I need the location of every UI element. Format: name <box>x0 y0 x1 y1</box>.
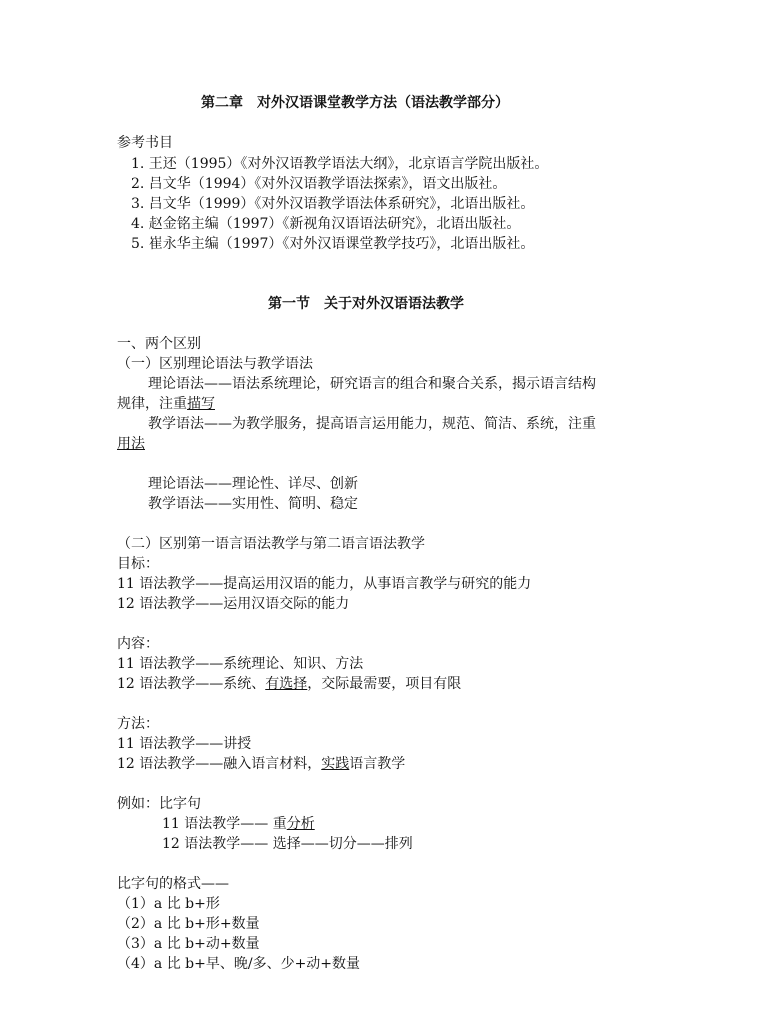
reference-item: 1. 王还（1995）《对外汉语教学语法大纲》，北京语言学院出版社。 <box>131 156 549 172</box>
method2-prefix: 12 语法教学——融入语言材料， <box>117 756 322 772</box>
theory-prefix: 规律，注重 <box>117 396 187 412</box>
content-item <box>117 674 461 694</box>
teaching-grammar-line: 教学语法——为教学服务，提高语言运用能力，规范、简洁、系统，注重 <box>148 416 596 432</box>
section-title: 第一节 关于对外汉语语法教学 <box>268 296 464 312</box>
theory-grammar-line: 理论语法——语法系统理论，研究语言的组合和聚合关系，揭示语言结构 <box>148 376 596 392</box>
method-label: 方法： <box>117 716 159 732</box>
content-item: 11 语法教学——系统理论、知识、方法 <box>117 656 364 672</box>
theory-emphasis: 描写 <box>187 396 215 412</box>
goal-label: 目标： <box>117 556 159 572</box>
reference-item: 2. 吕文华（1994）《对外汉语教学语法探索》，语文出版社。 <box>131 176 507 192</box>
pattern-item: （1）a 比 b+形 <box>117 896 220 912</box>
sub2-heading: （二）区别第一语言语法教学与第二语言语法教学 <box>117 536 425 552</box>
method-item <box>117 754 405 774</box>
reference-item: 3. 吕文华（1999）《对外汉语教学语法体系研究》，北语出版社。 <box>131 196 535 212</box>
theory-grammar-line-cont <box>117 394 215 414</box>
method-item: 11 语法教学——讲授 <box>117 736 252 752</box>
content2-prefix: 12 语法教学——系统、 <box>117 676 266 692</box>
goal-item: 11 语法教学——提高运用汉语的能力，从事语言教学与研究的能力 <box>117 576 532 592</box>
pattern-item: （2）a 比 b+形+数量 <box>117 916 260 932</box>
pattern-item: （4）a 比 b+早、晚/多、少+动+数量 <box>117 956 361 972</box>
pattern-item: （3）a 比 b+动+数量 <box>117 936 260 952</box>
goal-item: 12 语法教学——运用汉语交际的能力 <box>117 596 350 612</box>
example-label: 例如：比字句 <box>117 796 201 812</box>
part1-heading: 一、两个区别 <box>117 336 201 352</box>
reference-item: 4. 赵金铭主编（1997）《新视角汉语语法研究》，北语出版社。 <box>131 216 521 232</box>
content2-emphasis: 有选择 <box>265 676 308 692</box>
summary-theory: 理论语法——理论性、详尽、创新 <box>148 476 358 492</box>
teaching-emphasis: 用法 <box>117 436 145 452</box>
references-heading: 参考书目 <box>117 135 173 151</box>
summary-teaching: 教学语法——实用性、简明、稳定 <box>148 496 358 512</box>
chapter-title: 第二章 对外汉语课堂教学方法（语法教学部分） <box>201 95 509 111</box>
reference-item: 5. 崔永华主编（1997）《对外汉语课堂教学技巧》，北语出版社。 <box>131 236 535 252</box>
example1-prefix: 11 语法教学—— 重 <box>162 816 287 832</box>
teaching-grammar-line-cont <box>117 434 145 454</box>
example1-emphasis: 分析 <box>286 816 315 832</box>
content2-suffix: ，交际最需要，项目有限 <box>307 676 462 692</box>
method2-emphasis: 实践 <box>321 756 350 772</box>
sub1-heading: （一）区别理论语法与教学语法 <box>117 356 313 372</box>
example-item: 12 语法教学—— 选择——切分——排列 <box>162 836 413 852</box>
content-label: 内容： <box>117 636 159 652</box>
example-item <box>162 814 315 834</box>
patterns-heading: 比字句的格式—— <box>117 876 229 892</box>
method2-suffix: 语言教学 <box>349 756 406 772</box>
